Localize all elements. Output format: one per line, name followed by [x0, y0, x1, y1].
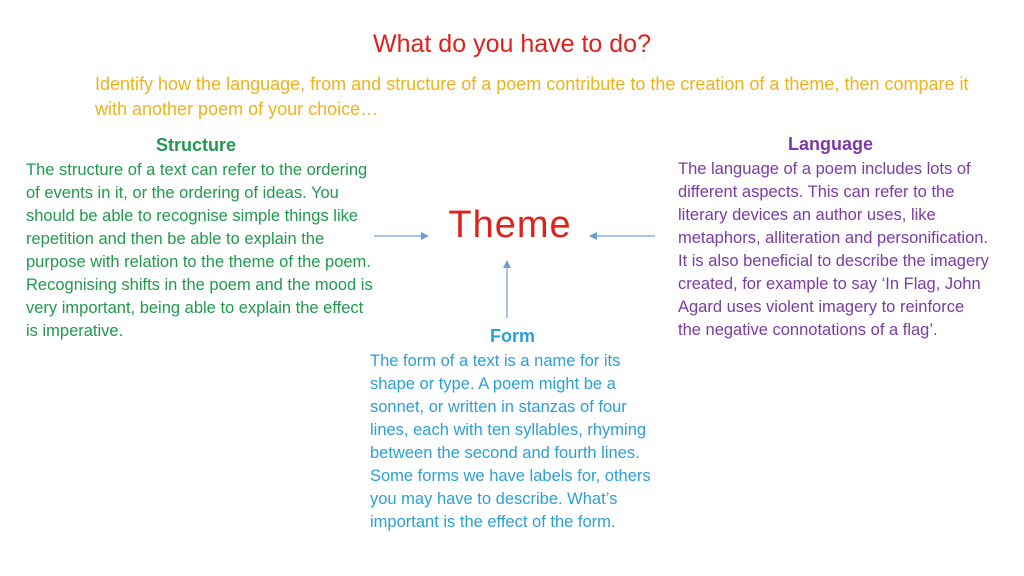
theme-label: Theme — [448, 204, 572, 246]
language-heading: Language — [787, 134, 873, 154]
form-heading: Form — [490, 326, 535, 346]
structure-heading: Structure — [155, 135, 236, 155]
instructions-text: Identify how the language, from and structure of a poem contribute to the creation of a theme, then compare it with another poem of your choice… — [95, 74, 969, 119]
structure-description: The structure of a text can refer to the ordering of events in it, or the ordering of ideas. You should be able to recognise simple things like repetition and then be able to explain the purpose with relation to the theme of the poem. Recognising shifts in the poem and the mood is very important, being able to explain the effect is imperative. — [26, 161, 373, 340]
page-title: What do you have to do? — [373, 30, 651, 58]
language-description: The language of a poem includes lots of different aspects. This can refer to the literary devices an author uses, like metaphors, alliteration and personification. It is also beneficial to describe the imagery created, for example to say ‘In Flag, John Agard uses violent imagery to reinforce the negative connotations of a flag’. — [678, 160, 989, 339]
form-description: The form of a text is a name for its shape or type. A poem might be a sonnet, or written in stanzas of four lines, each with ten syllables, rhyming between the second and fourth lines. Some forms we have labels for, others you may have to describe. What’s important is the effect of the form. — [370, 352, 651, 531]
